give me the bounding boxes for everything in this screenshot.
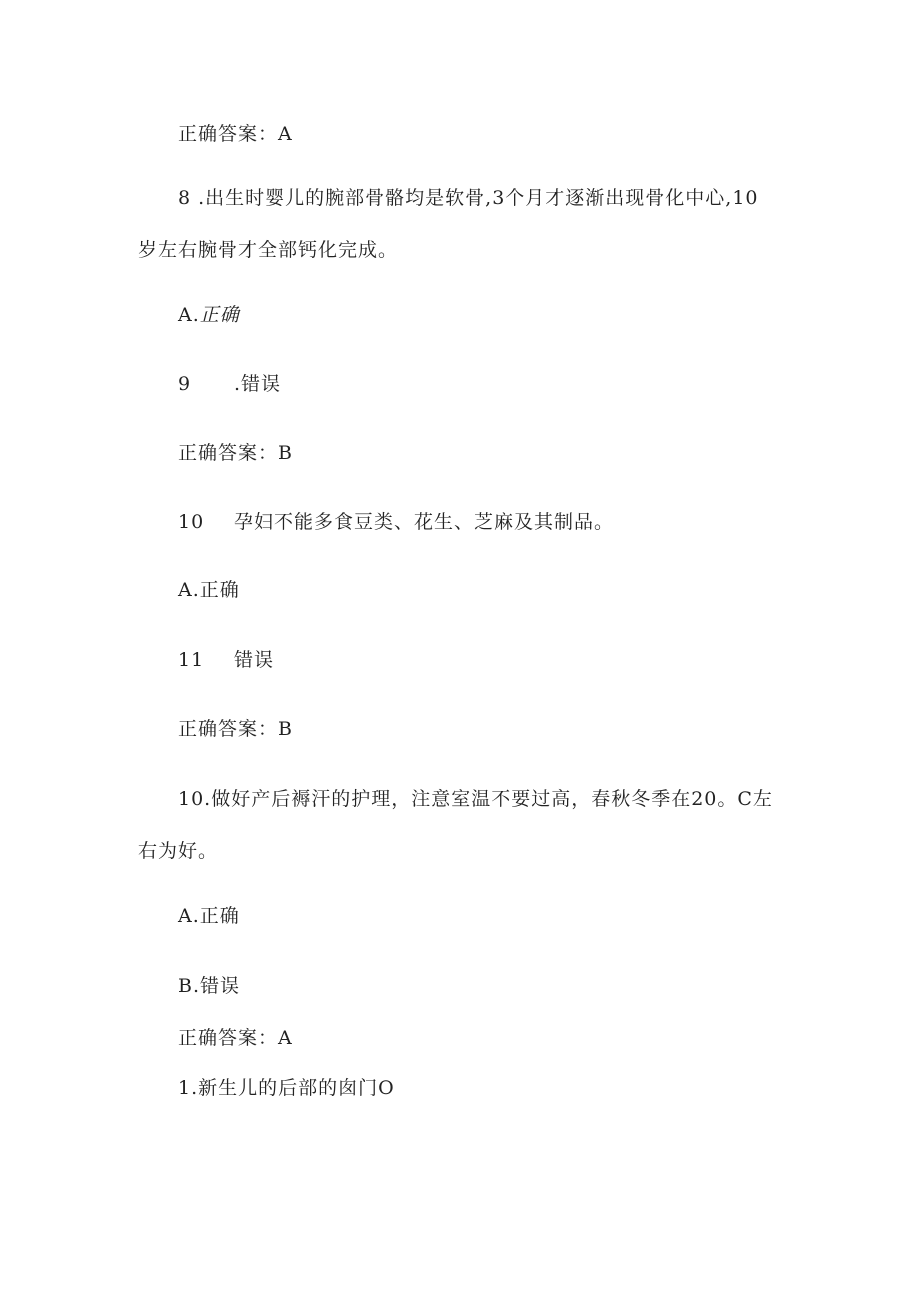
option-a-text: 正确 (199, 304, 240, 326)
question-8-line-1: 8 .出生时婴儿的腕部骨骼均是软骨,3个月才逐渐出现骨化中心,10 (178, 187, 759, 209)
answer-line-2: 正确答案：B (178, 442, 293, 464)
question-10b (138, 787, 778, 863)
answer-line-1: 正确答案：A (178, 123, 293, 145)
answer-line-3: 正确答案：B (178, 718, 293, 740)
item-11-text: 错误 (234, 649, 275, 671)
question-8-line-2: 岁左右腕骨才全部钙化完成。 (138, 239, 399, 261)
question-10b-option-b: B.错误 (178, 975, 241, 997)
question-1: 1.新生儿的后部的囱门O (178, 1077, 395, 1099)
option-a-prefix: A. (178, 304, 200, 326)
question-8 (138, 186, 778, 262)
answer-line-4: 正确答案：A (178, 1027, 293, 1049)
question-10b-line-2: 右为好。 (138, 840, 219, 862)
question-10-text: 孕妇不能多食豆类、花生、芝麻及其制品。 (234, 511, 615, 533)
question-10 (178, 510, 614, 534)
item-11 (178, 648, 274, 672)
item-11-number: 11 (178, 649, 205, 671)
question-10-number: 10 (178, 511, 205, 533)
item-9-text: .错误 (234, 373, 282, 395)
question-10-option-a: A.正确 (178, 579, 240, 601)
question-8-option-a (178, 303, 240, 327)
question-10b-line-1: 10.做好产后褥汗的护理，注意室温不要过高，春秋冬季在20。C左 (178, 788, 773, 810)
item-9 (178, 372, 281, 396)
question-10b-option-a: A.正确 (178, 905, 240, 927)
item-9-number: 9 (178, 373, 192, 395)
